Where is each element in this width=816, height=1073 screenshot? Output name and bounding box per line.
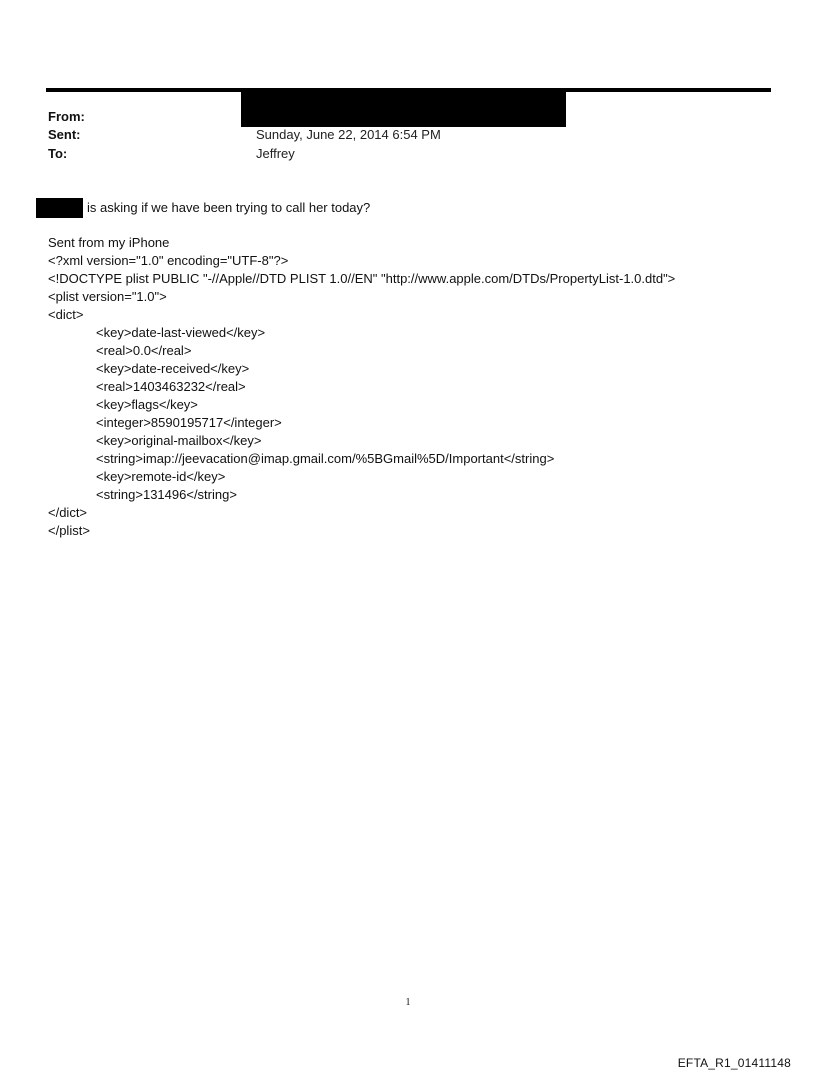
name-redaction-block [36,198,83,218]
xml-line: <real>0.0</real> [96,343,192,358]
xml-line: <key>remote-id</key> [96,469,226,484]
bates-number: EFTA_R1_01411148 [677,1056,791,1070]
xml-line: <key>original-mailbox</key> [96,433,262,448]
to-value: Jeffrey [256,146,295,161]
xml-line: <dict> [48,307,84,322]
xml-line: </plist> [48,523,90,538]
message-line: is asking if we have been trying to call her today? [87,200,371,215]
xml-line: <key>flags</key> [96,397,198,412]
xml-line: <string>131496</string> [96,487,237,502]
page-number: 1 [405,997,411,1008]
xml-line: <key>date-received</key> [96,361,250,376]
message-signature: Sent from my iPhone [48,235,170,250]
xml-line: <?xml version="1.0" encoding="UTF-8"?> [48,253,289,268]
xml-plist-block [48,252,675,540]
xml-line: <real>1403463232</real> [96,379,246,394]
xml-line: <string>imap://jeevacation@imap.gmail.com/%5BGmail%5D/Important</string> [96,451,555,466]
sent-label: Sent: [48,127,81,142]
xml-line: <key>date-last-viewed</key> [96,325,266,340]
from-redaction-block [241,92,566,127]
xml-line: <plist version="1.0"> [48,289,167,304]
xml-line: </dict> [48,505,88,520]
from-label: From: [48,109,85,124]
xml-line: <!DOCTYPE plist PUBLIC "-//Apple//DTD PLIST 1.0//EN" "http://www.apple.com/DTDs/PropertyList-1.0.dtd"> [48,271,676,286]
sent-value: Sunday, June 22, 2014 6:54 PM [256,127,441,142]
xml-line: <integer>8590195717</integer> [96,415,282,430]
to-label: To: [48,146,68,161]
